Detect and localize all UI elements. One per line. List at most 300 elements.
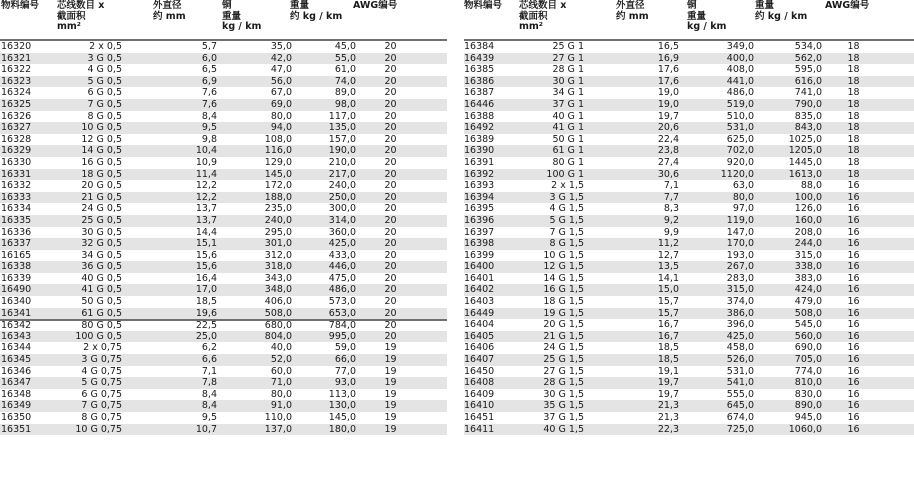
table-row <box>0 53 447 65</box>
table-body <box>464 41 914 435</box>
cell-weight: 77,0 <box>334 365 356 377</box>
cell-copper-weight: 349,0 <box>726 41 754 52</box>
cell-awg: 20 <box>384 249 397 261</box>
cell-awg: 20 <box>384 41 397 52</box>
cell-awg: 20 <box>384 238 397 250</box>
table-row <box>464 122 914 134</box>
cell-copper-weight: 240,0 <box>264 214 292 226</box>
cell-copper-weight: 400,0 <box>726 52 754 64</box>
cell-copper-weight: 60,0 <box>270 365 292 377</box>
cell-awg: 20 <box>384 272 397 284</box>
table-row <box>0 389 447 401</box>
table-row <box>0 157 447 169</box>
cell-weight: 508,0 <box>794 307 822 319</box>
header-outer-diameter: 外直径 约 mm <box>616 0 649 22</box>
cell-awg: 20 <box>384 296 397 308</box>
cell-copper-weight: 56,0 <box>270 75 292 87</box>
cell-weight: 479,0 <box>794 296 822 308</box>
table-row <box>0 76 447 88</box>
cell-awg: 16 <box>847 284 860 296</box>
cell-item-no: 16385 <box>464 64 495 76</box>
cell-weight: 180,0 <box>328 423 356 435</box>
cell-outer-diameter: 14,1 <box>657 272 679 284</box>
cell-outer-diameter: 16,4 <box>195 272 217 284</box>
cell-weight: 45,0 <box>334 41 356 52</box>
cell-weight: 560,0 <box>794 330 822 342</box>
cell-outer-diameter: 15,7 <box>657 296 679 308</box>
cell-cores: 35 G 1,5 <box>543 400 584 412</box>
cell-awg: 18 <box>847 87 860 99</box>
cell-copper-weight: 680,0 <box>264 320 292 332</box>
cell-item-no: 16401 <box>464 272 495 284</box>
cell-copper-weight: 348,0 <box>264 284 292 296</box>
cell-item-no: 16344 <box>1 342 32 354</box>
cell-item-no: 16400 <box>464 261 495 273</box>
cell-copper-weight: 531,0 <box>726 365 754 377</box>
cell-item-no: 16321 <box>1 52 32 64</box>
cell-cores: 100 G 0,5 <box>75 330 122 342</box>
cell-awg: 16 <box>847 214 860 226</box>
cell-outer-diameter: 6,0 <box>201 52 217 64</box>
cell-awg: 19 <box>384 412 397 423</box>
cell-item-no: 16387 <box>464 87 495 99</box>
cell-weight: 705,0 <box>794 354 822 366</box>
cell-cores: 7 G 0,5 <box>87 98 122 110</box>
cell-cores: 7 G 0,75 <box>81 400 122 412</box>
cell-weight: 534,0 <box>794 41 822 52</box>
cell-cores: 37 G 1,5 <box>543 412 584 423</box>
table-row <box>464 331 914 343</box>
cell-cores: 24 G 0,5 <box>81 203 122 215</box>
cell-weight: 100,0 <box>794 191 822 203</box>
cell-item-no: 16492 <box>464 122 495 134</box>
header-copper-weight: 铜 重量 kg / km <box>222 0 262 32</box>
cell-weight: 210,0 <box>328 156 356 168</box>
cell-outer-diameter: 20,6 <box>657 122 679 134</box>
cell-awg: 16 <box>847 261 860 273</box>
cell-weight: 475,0 <box>328 272 356 284</box>
table-row <box>0 111 447 123</box>
cell-copper-weight: 343,0 <box>264 272 292 284</box>
table-row <box>0 424 447 436</box>
cell-outer-diameter: 8,3 <box>663 203 679 215</box>
cell-weight: 117,0 <box>328 110 356 122</box>
cell-item-no: 16334 <box>1 203 32 215</box>
cable-table-right <box>464 0 914 435</box>
cell-cores: 30 G 0,5 <box>81 226 122 238</box>
cell-weight: 1025,0 <box>788 133 822 145</box>
cell-cores: 24 G 1,5 <box>543 342 584 354</box>
cell-outer-diameter: 19,6 <box>195 307 217 319</box>
cell-cores: 18 G 0,5 <box>81 168 122 180</box>
cell-awg: 20 <box>384 110 397 122</box>
cell-weight: 315,0 <box>794 249 822 261</box>
cell-item-no: 16329 <box>1 145 32 157</box>
cell-copper-weight: 283,0 <box>726 272 754 284</box>
cell-cores: 4 G 1,5 <box>549 203 584 215</box>
cell-weight: 843,0 <box>794 122 822 134</box>
cell-item-no: 16439 <box>464 52 495 64</box>
cell-awg: 18 <box>847 145 860 157</box>
table-row <box>464 366 914 378</box>
cell-copper-weight: 555,0 <box>726 388 754 400</box>
cell-outer-diameter: 19,7 <box>657 377 679 389</box>
table-row <box>464 377 914 389</box>
cell-cores: 5 G 1,5 <box>549 214 584 226</box>
cell-outer-diameter: 15,1 <box>195 238 217 250</box>
table-row <box>464 192 914 204</box>
cell-cores: 40 G 1,5 <box>543 423 584 435</box>
cell-item-no: 16408 <box>464 377 495 389</box>
table-row <box>0 203 447 215</box>
cell-weight: 66,0 <box>334 354 356 366</box>
cell-weight: 338,0 <box>794 261 822 273</box>
cell-outer-diameter: 22,5 <box>195 320 217 332</box>
table-row <box>464 87 914 99</box>
table-row <box>0 250 447 262</box>
cell-awg: 16 <box>847 226 860 238</box>
table-row <box>464 169 914 181</box>
cell-item-no: 16339 <box>1 272 32 284</box>
header-item-no: 物料编号 <box>464 0 503 11</box>
table-row <box>0 99 447 111</box>
cell-copper-weight: 172,0 <box>264 180 292 192</box>
cell-item-no: 16350 <box>1 412 32 423</box>
cell-outer-diameter: 7,1 <box>663 180 679 192</box>
cell-weight: 250,0 <box>328 191 356 203</box>
cell-item-no: 16330 <box>1 156 32 168</box>
cell-cores: 37 G 1 <box>552 98 584 110</box>
cell-item-no: 16337 <box>1 238 32 250</box>
table-row <box>464 400 914 412</box>
table-row <box>464 273 914 285</box>
cell-item-no: 16338 <box>1 261 32 273</box>
table-row <box>0 215 447 227</box>
cell-outer-diameter: 25,0 <box>195 330 217 342</box>
cell-cores: 8 G 0,75 <box>81 412 122 423</box>
cell-outer-diameter: 8,4 <box>201 400 217 412</box>
cell-awg: 20 <box>384 261 397 273</box>
cell-outer-diameter: 6,2 <box>201 342 217 354</box>
cell-item-no: 16384 <box>464 41 495 52</box>
header-awg: AWG编号 <box>353 0 398 11</box>
table-row <box>0 412 447 424</box>
cell-awg: 19 <box>384 400 397 412</box>
table-row <box>0 377 447 389</box>
cell-outer-diameter: 11,4 <box>195 168 217 180</box>
cell-awg: 19 <box>384 423 397 435</box>
table-header <box>0 0 447 41</box>
cell-cores: 14 G 0,5 <box>81 145 122 157</box>
cell-weight: 774,0 <box>794 365 822 377</box>
cell-weight: 810,0 <box>794 377 822 389</box>
cell-copper-weight: 396,0 <box>726 319 754 331</box>
table-row <box>0 192 447 204</box>
table-row <box>464 424 914 436</box>
cell-awg: 16 <box>847 249 860 261</box>
cell-item-no: 16349 <box>1 400 32 412</box>
cell-outer-diameter: 12,2 <box>195 191 217 203</box>
cell-weight: 160,0 <box>794 214 822 226</box>
table-row <box>464 319 914 331</box>
cell-outer-diameter: 7,6 <box>201 87 217 99</box>
cell-item-no: 16446 <box>464 98 495 110</box>
table-body <box>0 41 447 435</box>
cell-cores: 6 G 0,75 <box>81 388 122 400</box>
cell-cores: 4 G 0,5 <box>87 64 122 76</box>
cell-weight: 383,0 <box>794 272 822 284</box>
cell-awg: 18 <box>847 156 860 168</box>
cell-weight: 145,0 <box>328 412 356 423</box>
table-row <box>464 203 914 215</box>
cell-copper-weight: 170,0 <box>726 238 754 250</box>
cell-outer-diameter: 7,1 <box>201 365 217 377</box>
cell-item-no: 16165 <box>1 249 32 261</box>
table-row <box>464 412 914 424</box>
cell-awg: 16 <box>847 412 860 423</box>
table-row <box>0 319 447 331</box>
cell-copper-weight: 526,0 <box>726 354 754 366</box>
cell-copper-weight: 486,0 <box>726 87 754 99</box>
cell-cores: 7 G 1,5 <box>549 226 584 238</box>
cell-item-no: 16386 <box>464 75 495 87</box>
cell-copper-weight: 235,0 <box>264 203 292 215</box>
cell-item-no: 16398 <box>464 238 495 250</box>
cell-copper-weight: 301,0 <box>264 238 292 250</box>
cell-outer-diameter: 9,5 <box>201 122 217 134</box>
cell-awg: 20 <box>384 214 397 226</box>
cell-awg: 16 <box>847 272 860 284</box>
cell-awg: 16 <box>847 203 860 215</box>
cell-cores: 8 G 1,5 <box>549 238 584 250</box>
cell-cores: 25 G 1,5 <box>543 354 584 366</box>
cell-awg: 20 <box>384 320 397 332</box>
cell-copper-weight: 804,0 <box>264 330 292 342</box>
cell-item-no: 16343 <box>1 330 32 342</box>
cell-weight: 135,0 <box>328 122 356 134</box>
cell-weight: 126,0 <box>794 203 822 215</box>
table-row <box>0 273 447 285</box>
cell-item-no: 16406 <box>464 342 495 354</box>
cell-copper-weight: 188,0 <box>264 191 292 203</box>
cell-copper-weight: 267,0 <box>726 261 754 273</box>
cell-weight: 244,0 <box>794 238 822 250</box>
cell-cores: 100 G 1 <box>546 168 584 180</box>
cell-awg: 19 <box>384 354 397 366</box>
table-row <box>464 180 914 192</box>
cell-awg: 20 <box>384 180 397 192</box>
cell-awg: 18 <box>847 122 860 134</box>
table-row <box>0 238 447 250</box>
cell-item-no: 16392 <box>464 168 495 180</box>
cell-awg: 16 <box>847 365 860 377</box>
cell-awg: 20 <box>384 75 397 87</box>
header-copper-weight: 铜 重量 kg / km <box>687 0 727 32</box>
cell-copper-weight: 145,0 <box>264 168 292 180</box>
cell-awg: 16 <box>847 354 860 366</box>
cell-item-no: 16389 <box>464 133 495 145</box>
cell-weight: 890,0 <box>794 400 822 412</box>
cell-outer-diameter: 19,0 <box>657 87 679 99</box>
cell-item-no: 16410 <box>464 400 495 412</box>
cell-outer-diameter: 16,5 <box>657 41 679 52</box>
cell-cores: 25 G 0,5 <box>81 214 122 226</box>
cell-item-no: 16320 <box>1 41 32 52</box>
cell-weight: 55,0 <box>334 52 356 64</box>
cell-weight: 1060,0 <box>788 423 822 435</box>
cell-weight: 240,0 <box>328 180 356 192</box>
cell-cores: 25 G 1 <box>552 41 584 52</box>
table-row <box>464 99 914 111</box>
cell-awg: 16 <box>847 296 860 308</box>
cell-cores: 8 G 0,5 <box>87 110 122 122</box>
cell-cores: 10 G 0,5 <box>81 122 122 134</box>
cell-copper-weight: 425,0 <box>726 330 754 342</box>
cell-copper-weight: 80,0 <box>732 191 754 203</box>
cell-awg: 18 <box>847 168 860 180</box>
cell-outer-diameter: 19,7 <box>657 388 679 400</box>
cell-cores: 36 G 0,5 <box>81 261 122 273</box>
cell-cores: 27 G 1,5 <box>543 365 584 377</box>
cell-cores: 34 G 1 <box>552 87 584 99</box>
cell-item-no: 16394 <box>464 191 495 203</box>
cell-copper-weight: 80,0 <box>270 388 292 400</box>
cell-cores: 12 G 1,5 <box>543 261 584 273</box>
cell-weight: 208,0 <box>794 226 822 238</box>
table-row <box>0 342 447 354</box>
cell-copper-weight: 119,0 <box>726 214 754 226</box>
cell-awg: 16 <box>847 400 860 412</box>
cell-item-no: 16345 <box>1 354 32 366</box>
cell-outer-diameter: 13,7 <box>195 214 217 226</box>
cell-cores: 16 G 0,5 <box>81 156 122 168</box>
cell-outer-diameter: 17,0 <box>195 284 217 296</box>
cell-outer-diameter: 13,5 <box>657 261 679 273</box>
cell-cores: 16 G 1,5 <box>543 284 584 296</box>
cell-cores: 30 G 1,5 <box>543 388 584 400</box>
cell-outer-diameter: 19,1 <box>657 365 679 377</box>
cell-copper-weight: 40,0 <box>270 342 292 354</box>
table-row <box>464 76 914 88</box>
cell-copper-weight: 1120,0 <box>720 168 754 180</box>
cell-item-no: 16331 <box>1 168 32 180</box>
cell-awg: 16 <box>847 319 860 331</box>
cell-outer-diameter: 8,4 <box>201 110 217 122</box>
cell-item-no: 16322 <box>1 64 32 76</box>
cell-outer-diameter: 21,3 <box>657 400 679 412</box>
cell-awg: 16 <box>847 377 860 389</box>
cell-weight: 113,0 <box>328 388 356 400</box>
cell-weight: 835,0 <box>794 110 822 122</box>
cell-awg: 20 <box>384 226 397 238</box>
table-row <box>0 366 447 378</box>
cell-cores: 61 G 1 <box>552 145 584 157</box>
cell-item-no: 16391 <box>464 156 495 168</box>
table-row <box>0 87 447 99</box>
cell-outer-diameter: 11,2 <box>657 238 679 250</box>
cell-outer-diameter: 16,7 <box>657 319 679 331</box>
cell-awg: 20 <box>384 122 397 134</box>
cell-outer-diameter: 8,4 <box>201 388 217 400</box>
cell-weight: 300,0 <box>328 203 356 215</box>
table-row <box>464 296 914 308</box>
cell-awg: 18 <box>847 133 860 145</box>
cell-awg: 19 <box>384 377 397 389</box>
cell-cores: 41 G 1 <box>552 122 584 134</box>
table-row <box>0 308 447 320</box>
cell-awg: 19 <box>384 342 397 354</box>
cell-cores: 41 G 0,5 <box>81 284 122 296</box>
cell-outer-diameter: 18,5 <box>657 342 679 354</box>
table-row <box>464 53 914 65</box>
cell-outer-diameter: 23,8 <box>657 145 679 157</box>
cell-weight: 360,0 <box>328 226 356 238</box>
cell-awg: 19 <box>384 388 397 400</box>
cell-weight: 790,0 <box>794 98 822 110</box>
cell-weight: 995,0 <box>328 330 356 342</box>
cell-weight: 93,0 <box>334 377 356 389</box>
cell-outer-diameter: 10,7 <box>195 423 217 435</box>
cable-table-left <box>0 0 447 435</box>
cell-cores: 50 G 1 <box>552 133 584 145</box>
cell-awg: 16 <box>847 388 860 400</box>
cell-item-no: 16335 <box>1 214 32 226</box>
cell-outer-diameter: 10,9 <box>195 156 217 168</box>
cell-weight: 545,0 <box>794 319 822 331</box>
cell-item-no: 16390 <box>464 145 495 157</box>
cell-awg: 20 <box>384 98 397 110</box>
cell-item-no: 16393 <box>464 180 495 192</box>
cell-weight: 562,0 <box>794 52 822 64</box>
cell-item-no: 16340 <box>1 296 32 308</box>
cell-copper-weight: 137,0 <box>264 423 292 435</box>
cell-copper-weight: 91,0 <box>270 400 292 412</box>
cell-awg: 16 <box>847 330 860 342</box>
cell-copper-weight: 725,0 <box>726 423 754 435</box>
table-row <box>0 122 447 134</box>
cell-copper-weight: 645,0 <box>726 400 754 412</box>
header-item-no: 物料编号 <box>1 0 40 11</box>
cell-copper-weight: 295,0 <box>264 226 292 238</box>
cell-awg: 20 <box>384 307 397 319</box>
table-row <box>0 261 447 273</box>
table-row <box>464 134 914 146</box>
table-row <box>464 284 914 296</box>
table-row <box>464 64 914 76</box>
cell-awg: 20 <box>384 168 397 180</box>
cell-awg: 20 <box>384 52 397 64</box>
cell-awg: 20 <box>384 191 397 203</box>
cell-outer-diameter: 16,7 <box>657 330 679 342</box>
cell-cores: 80 G 1 <box>552 156 584 168</box>
cell-awg: 18 <box>847 98 860 110</box>
header-cores-cross-section: 芯线数目 x 截面积 mm² <box>519 0 567 32</box>
cell-outer-diameter: 9,5 <box>201 412 217 423</box>
cell-item-no: 16332 <box>1 180 32 192</box>
table-row <box>0 354 447 366</box>
cell-outer-diameter: 17,6 <box>657 75 679 87</box>
cell-outer-diameter: 17,6 <box>657 64 679 76</box>
table-row <box>0 296 447 308</box>
cell-item-no: 16333 <box>1 191 32 203</box>
cell-item-no: 16395 <box>464 203 495 215</box>
cell-outer-diameter: 15,7 <box>657 307 679 319</box>
cell-outer-diameter: 15,6 <box>195 261 217 273</box>
cell-cores: 34 G 0,5 <box>81 249 122 261</box>
cell-outer-diameter: 19,7 <box>657 110 679 122</box>
cell-weight: 59,0 <box>334 342 356 354</box>
cell-item-no: 16407 <box>464 354 495 366</box>
